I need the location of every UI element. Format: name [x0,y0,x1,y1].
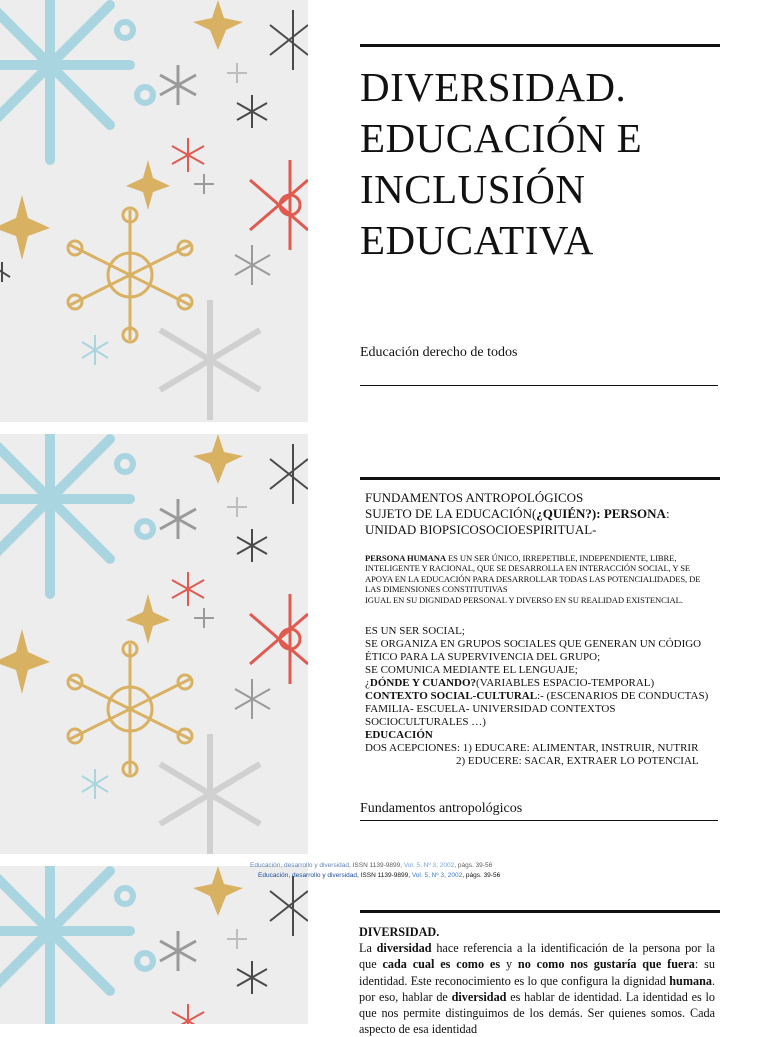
snowflake-icon [227,497,247,517]
star-icon [126,594,170,644]
star-icon [0,629,50,694]
snowflake-icon [0,866,130,1024]
slide-cover [0,0,768,422]
snowflake-icon [82,769,108,799]
snowflake-icon [0,0,130,160]
social-line: ÉTICO PARA LA SUPERVIVENCIA DEL GRUPO; [365,651,601,663]
snowflake-icon [237,529,267,562]
snowflake-icon [0,262,10,282]
top-divider [360,44,720,47]
acepcion-2: 2) EDUCERE: SACAR, EXTRAER LO POTENCIAL [456,755,699,767]
social-line: SE COMUNICA MEDIANTE EL LENGUAJE; [365,664,578,676]
snowflake-icon [68,642,192,776]
snowflake-icon [237,95,267,128]
snowflake-icon [82,335,108,365]
sujeto-line: SUJETO DE LA EDUCACIÓN(¿QUIÉN?): PERSONA: [365,506,670,521]
donde-line: ¿DÓNDE Y CUANDO?(VARIABLES ESPACIO-TEMPORAL) [365,677,655,689]
slide-gap [0,422,768,434]
star-icon [193,434,243,484]
snowflake-icon [117,888,133,904]
star-icon [0,195,50,260]
snowflake-icon [270,444,308,504]
slide2-top-divider [360,477,720,480]
snowflake-icon [0,434,130,594]
snowflake-decoration-panel [0,0,308,422]
snowflake-icon [270,876,308,936]
slide2-bottom-divider [360,820,718,821]
snowflake-icon [68,208,192,342]
snowflake-icon [172,572,204,606]
snowflake-decoration-panel [0,866,308,1024]
educacion-heading: EDUCACIÓN [365,729,433,741]
snowflake-icon [160,300,260,420]
snowflake-icon [137,521,153,537]
snowflake-pattern [0,434,308,854]
acepcion-1: DOS ACEPCIONES: 1) EDUCARE: ALIMENTAR, INSTRUIR, NUTRIR [365,742,699,754]
snowflake-icon [117,22,133,38]
snowflake-icon [227,929,247,949]
slide2-footer: Fundamentos antropológicos [360,801,523,816]
socio-line: SOCIOCULTURALES …) [365,716,486,728]
journal-citation: Educación, desarrollo y diversidad, ISSN 1139-9899, Vol. 5, Nº 3, 2002, págs. 39-56 [258,872,501,879]
bottom-divider [360,385,718,386]
snowflake-icon [137,87,153,103]
star-icon [193,0,243,50]
persona-details [365,625,717,768]
unidad-line: UNIDAD BIOPSICOSOCIOESPIRITUAL- [365,522,597,537]
snowflake-icon [117,456,133,472]
snowflake-icon [235,679,270,719]
snowflake-icon [160,734,260,854]
snowflake-icon [194,608,214,628]
snowflake-icon [237,961,267,994]
star-icon [126,160,170,210]
snowflake-icon [270,10,308,70]
snowflake-pattern [0,0,308,422]
slide3-top-divider [360,910,720,913]
snowflake-decoration-panel [0,434,308,854]
snowflake-icon [250,160,308,250]
snowflake-icon [235,245,270,285]
diversidad-heading: DIVERSIDAD. [359,925,440,939]
fundamentos-title: FUNDAMENTOS ANTROPOLÓGICOS [365,490,584,505]
diversidad-paragraph: DIVERSIDAD. La diversidad hace referencia a la identificación de la persona por la que cada cual es como es y no como nos gustaría que fuera: su identidad. Este reconocimiento es lo que configura la dignidad humana. por eso, hablar de diversidad es hablar de identidad. La identidad es lo que nos permite distinguimos de los demás. Ser quienes somos. Cada aspecto de esa identidad [359,925,716,1037]
snowflake-icon [194,174,214,194]
star-icon [193,866,243,916]
page-subtitle: Educación derecho de todos [360,345,518,360]
social-line: SE ORGANIZA EN GRUPOS SOCIALES QUE GENERAN UN CÓDIGO [365,638,702,650]
snowflake-icon [172,138,204,172]
familia-line: FAMILIA- ESCUELA- UNIVERSIDAD CONTEXTOS [365,703,616,715]
snowflake-pattern [0,866,308,1024]
snowflake-icon [137,953,153,969]
snowflake-icon [250,594,308,684]
journal-citation: Educación, desarrollo y diversidad, ISSN 1139-9899, Vol. 5, Nº 3, 2002, págs. 39-56 [250,862,493,869]
snowflake-icon [160,499,196,539]
contexto-line: CONTEXTO SOCIAL-CULTURAL:- (ESCENARIOS DE CONDUCTAS) [365,690,709,702]
fundamentos-heading [365,490,715,538]
snowflake-icon [172,1004,204,1024]
snowflake-icon [227,63,247,83]
snowflake-icon [160,65,196,105]
social-line: ES UN SER SOCIAL; [365,625,465,637]
page-title: DIVERSIDAD. EDUCACIÓN E INCLUSIÓN EDUCATIVA [360,64,643,263]
persona-definition: PERSONA HUMANA ES UN SER ÚNICO, IRREPETIBLE, INDEPENDIENTE, LIBRE, INTELIGENTE Y RACIONAL, QUE SE DESARROLLA EN INTERACCIÓN SOCIAL, Y SE APOYA EN LA EDUCACIÓN PARA DESARROLLAR TODAS LAS POTENCIALIDADES, DE LAS DIMENSIONES CONSTITUTIVAS IGUAL EN SU DIGNIDAD PERSONAL Y DIVERSO EN SU REALIDAD EXISTENCIAL. [365,553,701,605]
snowflake-icon [160,931,196,971]
